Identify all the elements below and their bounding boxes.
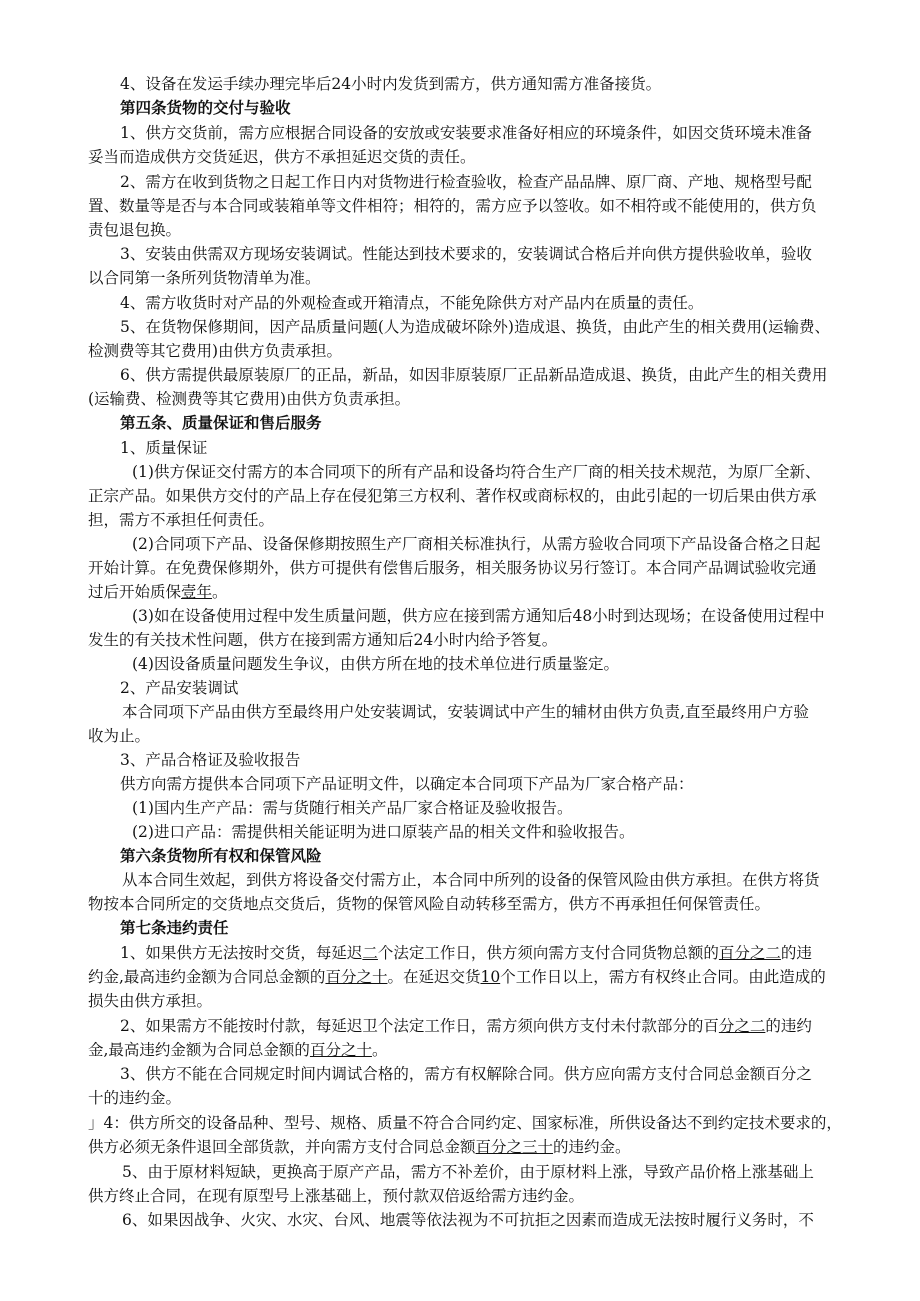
clause-text: 以合同第一条所列货物清单为准。 (88, 269, 321, 287)
clause-text: (1)国内生产产品：需与货随行相关产品厂家合格证及验收报告。 (132, 799, 573, 817)
clause-text: (2)合同项下产品、设备保修期按照生产厂商相关标准执行，从需方验收合同项下产品设备合格之日起 (132, 535, 821, 553)
warranty-period: 壹年 (181, 583, 213, 601)
clause-text: 金,最高违约金额为合同总金额的百分之十。 (88, 1041, 388, 1059)
section-heading-6: 第六条货物所有权和保管风险 (120, 847, 322, 865)
clause-text: 过后开始质保壹年。 (88, 583, 228, 601)
clause-text: 3、安装由供需双方现场安装调试。性能达到技术要求的，安装调试合格后并向供方提供验收单，验收 (120, 245, 812, 263)
clause-text: (3)如在设备使用过程中发生质量问题，供方应在接到需方通知后48小时到达现场；在设备使用过程中 (132, 607, 825, 625)
clause-text: 物按本合同所定的交货地点交货后，货物的保管风险自动转移至需方，供方不再承担任何保管责任。 (88, 895, 771, 913)
clause-text: 1、供方交货前，需方应根据合同设备的安放或安装要求准备好相应的环境条件，如因交货环境未准备 (120, 124, 812, 142)
clause-text: 3、供方不能在合同规定时间内调试合格的，需方有权解除合同。供方应向需方支付合同总金额百分之 (120, 1065, 812, 1083)
clause-text: 2、产品安装调试 (120, 679, 239, 697)
clause-text: 责包退包换。 (88, 221, 182, 239)
clause-text: 4、需方收货时对产品的外观检查或开箱清点，不能免除供方对产品内在质量的责任。 (120, 294, 704, 312)
clause-text: 妥当而造成供方交货延迟，供方不承担延迟交货的责任。 (88, 148, 476, 166)
clause-text: 1、如果供方无法按时交货，每延迟二个法定工作日，供方须向需方支付合同货物总额的百分之二的违 (120, 944, 812, 962)
clause-text: 3、产品合格证及验收报告 (120, 751, 301, 769)
clause-text: (1)供方保证交付需方的本合同项下的所有产品和设备均符合生产厂商的相关技术规范，为原厂全新、 (132, 463, 821, 481)
section-heading-7: 第七条违约责任 (120, 919, 229, 937)
clause-text: 2、需方在收到货物之日起工作日内对货物进行检查验收，检查产品品牌、原厂商、产地、规格型号配 (120, 173, 812, 191)
section-heading-4: 第四条货物的交付与验收 (120, 99, 291, 117)
clause-text: 正宗产品。如果供方交付的产品上存在侵犯第三方权利、著作权或商标权的，由此引起的一切后果由供方承 (88, 487, 817, 505)
clause-text: 4、设备在发运手续办理完毕后24小时内发货到需方，供方通知需方准备接货。 (120, 75, 662, 93)
clause-text: 开始计算。在免费保修期外，供方可提供有偿售后服务，相关服务协议另行签订。本合同产品调试验收完通 (88, 559, 817, 577)
clause-text: (4)因设备质量问题发生争议，由供方所在地的技术单位进行质量鉴定。 (132, 655, 619, 673)
clause-text: 5、在货物保修期间，因产品质量问题(人为造成破坏除外)造成退、换货，由此产生的相关费用(运输费、 (120, 318, 831, 336)
clause-text: 1、质量保证 (120, 439, 208, 457)
clause-text: 发生的有关技术性问题，供方在接到需方通知后24小时内给予答复。 (88, 631, 558, 649)
clause-text: 6、如果因战争、火灾、水灾、台风、地震等依法视为不可抗拒之因素而造成无法按时履行义务时，不 (122, 1211, 814, 1229)
clause-text: 从本合同生效起，到供方将设备交付需方止，本合同中所列的设备的保管风险由供方承担。在供方将货 (122, 871, 820, 889)
clause-text: 供方必须无条件退回全部货款，并向需方支付合同总金额百分之三十的违约金。 (88, 1138, 631, 1156)
clause-text: 2、如果需方不能按时付款，每延迟卫个法定工作日，需方须向供方支付未付款部分的百分之二的违约 (120, 1017, 812, 1035)
clause-text: 置、数量等是否与本合同或装箱单等文件相符；相符的，需方应予以签收。如不相符或不能使用的，供方负 (88, 197, 817, 215)
clause-text: 十的违约金。 (88, 1089, 182, 1107)
clause-text: 6、供方需提供最原装原厂的正品，新品，如因非原装原厂正品新品造成退、换货，由此产生的相关费用 (120, 366, 828, 384)
clause-text: 本合同项下产品由供方至最终用户处安装调试，安装调试中产生的辅材由供方负责,直至最终用户方验 (122, 703, 809, 721)
clause-text: (2)进口产品：需提供相关能证明为进口原装产品的相关文件和验收报告。 (132, 823, 635, 841)
clause-text: 收为止。 (88, 727, 151, 745)
section-heading-5: 第五条、质量保证和售后服务 (120, 414, 322, 432)
clause-text: 供方终止合同，在现有原型号上涨基础上，预付款双倍返给需方违约金。 (88, 1187, 585, 1205)
clause-text: 检测费等其它费用)由供方负责承担。 (88, 342, 343, 360)
clause-text: 损失由供方承担。 (88, 992, 213, 1010)
clause-text: (运输费、检测费等其它费用)由供方负责承担。 (88, 390, 411, 408)
clause-text: 供方向需方提供本合同项下产品证明文件，以确定本合同项下产品为厂家合格产品： (120, 775, 694, 793)
clause-text: 约金,最高违约金额为合同总金额的百分之十。在延迟交货10个工作日以上，需方有权终止合同。由此造成的 (88, 968, 826, 986)
clause-text: 」4：供方所交的设备品种、型号、规格、质量不符合合同约定、国家标准，所供设备达不到约定技术要求的， (88, 1114, 842, 1132)
clause-text: 5、由于原材料短缺，更换高于原产产品，需方不补差价，由于原材料上涨，导致产品价格上涨基础上 (122, 1163, 814, 1181)
clause-text: 担，需方不承担任何责任。 (88, 511, 275, 529)
